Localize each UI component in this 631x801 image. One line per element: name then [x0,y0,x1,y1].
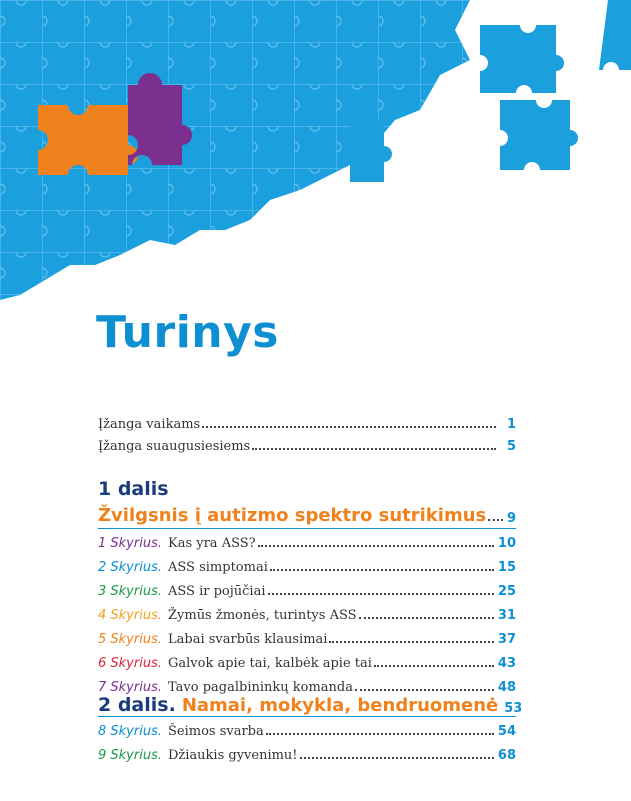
leader-dots [202,426,496,428]
toc-label: Galvok apie tai, kalbėk apie tai [167,656,372,671]
toc-label: ASS ir pojūčiai [167,584,266,599]
toc-label: Tavo pagalbininkų komanda [167,680,353,695]
toc-page: 48 [497,680,516,695]
leader-dots [359,617,494,619]
toc-page: 1 [506,417,516,432]
chapter-number: 8 Skyrius. [98,724,162,739]
toc-page: 5 [506,439,516,454]
toc-row-chapter[interactable] [98,719,516,739]
puzzle-header-illustration [0,0,631,340]
toc-label: ASS simptomai [167,560,268,575]
separator-line [98,716,516,717]
toc-page: 68 [497,748,516,763]
part1-subtitle: Žvilgsnis į autizmo spektro sutrikimus [98,505,487,526]
toc-row-intro-children[interactable] [98,412,516,432]
toc-row-chapter[interactable] [98,531,516,551]
toc-page: 9 [506,511,516,526]
toc-label: Žymūs žmonės, turintys ASS [167,608,357,623]
chapter-number: 6 Skyrius. [98,656,162,671]
part2-heading: 2 dalis. [98,694,176,716]
separator-line [98,528,516,529]
toc-row-part2[interactable] [98,688,523,716]
chapter-number: 1 Skyrius. [98,536,162,551]
chapter-number: 7 Skyrius. [98,680,162,695]
leader-dots [258,545,494,547]
toc-page: 10 [497,536,516,551]
leader-dots [270,569,494,571]
toc-row-chapter[interactable] [98,651,516,671]
chapter-number: 5 Skyrius. [98,632,162,647]
toc-row-chapter[interactable] [98,555,516,575]
chapter-number: 2 Skyrius. [98,560,162,575]
chapter-number: 3 Skyrius. [98,584,162,599]
toc-row-chapter[interactable] [98,627,516,647]
toc-row-intro-adults[interactable] [98,434,516,454]
toc-label: Kas yra ASS? [167,536,256,551]
leader-dots [329,641,493,643]
leader-dots [266,733,494,735]
toc-page: 31 [497,608,516,623]
leader-dots [252,448,496,450]
toc-row-chapter[interactable] [98,603,516,623]
toc-page: 37 [497,632,516,647]
part2-subtitle: Namai, mokykla, bendruomenė [181,695,499,716]
toc-label: Džiaukis gyvenimu! [167,748,298,763]
toc-page: 54 [497,724,516,739]
part1-heading: 1 dalis [98,478,169,500]
toc-page: 43 [497,656,516,671]
toc-row-chapter[interactable] [98,579,516,599]
toc-page: 15 [497,560,516,575]
toc-row-part1[interactable] [98,500,516,526]
leader-dots [488,519,503,521]
leader-dots [300,757,494,759]
leader-dots [268,593,494,595]
chapter-number: 9 Skyrius. [98,748,162,763]
toc-label: Įžanga vaikams [98,417,201,432]
toc-page: 53 [504,701,523,716]
toc-label: Įžanga suaugusiesiems [98,439,251,454]
toc-label: Labai svarbūs klausimai [167,632,328,647]
chapter-number: 4 Skyrius. [98,608,162,623]
leader-dots [374,665,494,667]
toc-row-chapter[interactable] [98,743,516,763]
toc-label: Šeimos svarba [167,724,264,739]
page-title: Turinys [96,307,279,358]
toc-page: 25 [497,584,516,599]
